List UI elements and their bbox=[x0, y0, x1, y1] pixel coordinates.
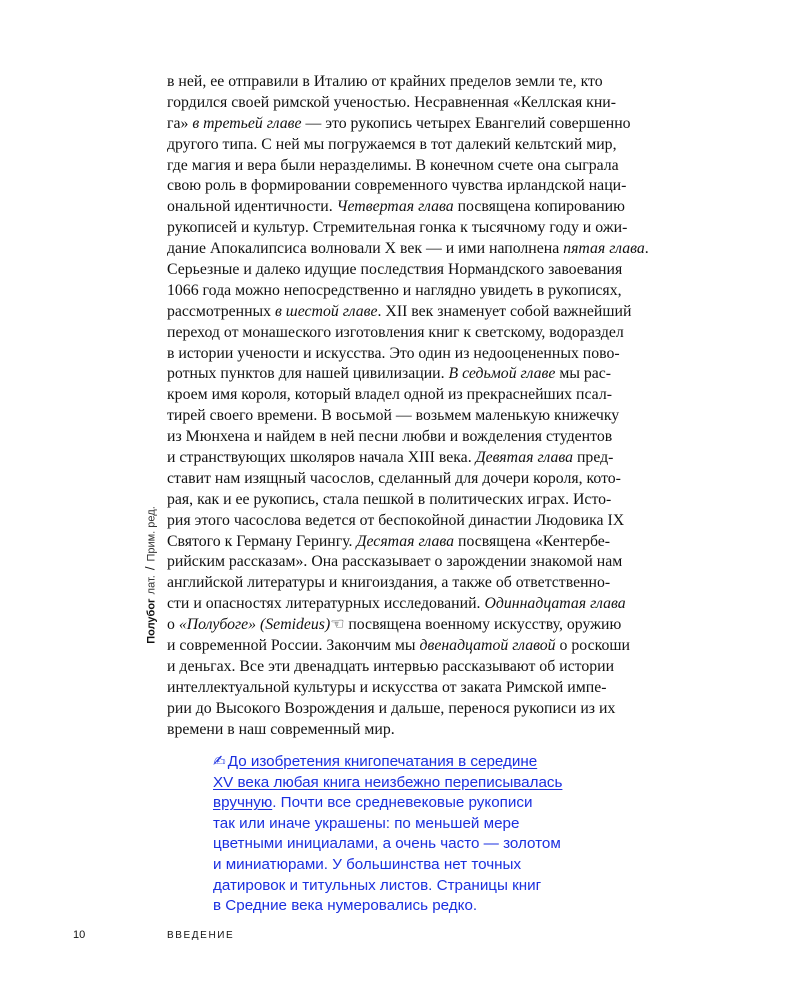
italic-text: двенадцатой главой bbox=[419, 637, 556, 655]
text-segment: ротных пунктов для нашей цивилизации. bbox=[167, 365, 449, 383]
margin-note-separator: / bbox=[142, 566, 158, 571]
text-line bbox=[167, 573, 712, 594]
text-line bbox=[167, 552, 712, 573]
text-segment: кроем имя короля, который владел одной из прекраснейших псал- bbox=[167, 386, 612, 404]
text-segment: ональной идентичности. bbox=[167, 198, 337, 216]
text-line bbox=[167, 364, 712, 385]
text-segment: и странствующих школяров начала XIII века. bbox=[167, 449, 476, 467]
text-line bbox=[167, 260, 712, 281]
text-line bbox=[167, 197, 712, 218]
text-segment: о bbox=[167, 616, 179, 634]
note-text: в Средние века нумеровались редко. bbox=[213, 897, 478, 915]
text-segment: рукописей и культур. Стремительная гонка к тысячному году и ожи- bbox=[167, 219, 628, 237]
note-line bbox=[213, 814, 683, 835]
note-line bbox=[213, 834, 683, 855]
text-segment: рии до Высокого Возрождения и дальше, перенося рукописи из их bbox=[167, 699, 616, 717]
text-segment: свою роль в формировании современного чувства ирландской наци- bbox=[167, 177, 627, 195]
body-text bbox=[167, 72, 712, 741]
text-line bbox=[167, 594, 712, 615]
text-line bbox=[167, 218, 712, 239]
text-line bbox=[167, 72, 712, 93]
text-segment: гордился своей римской ученостью. Несравненная «Келлская кни- bbox=[167, 93, 617, 111]
text-line bbox=[167, 156, 712, 177]
text-segment: и современной России. Закончим мы bbox=[167, 637, 420, 655]
italic-text: в третьей главе bbox=[192, 114, 302, 132]
text-segment: рая, как и ее рукопись, стала пешкой в политических играх. Исто- bbox=[167, 490, 612, 508]
italic-text: Четвертая глава bbox=[336, 198, 454, 216]
italic-text: В седьмой главе bbox=[448, 365, 556, 383]
text-segment: . bbox=[644, 240, 649, 258]
text-line bbox=[167, 532, 712, 553]
annotation-note bbox=[213, 752, 683, 917]
text-line bbox=[167, 678, 712, 699]
text-segment: в истории учености и искусства. Это один из недооцененных пово- bbox=[167, 344, 620, 362]
italic-text: «Полубоге» (Semideus) bbox=[178, 616, 331, 634]
text-segment: — это рукопись четырех Евангелий совершенно bbox=[301, 114, 631, 132]
text-segment: из Мюнхена и найдем в ней песни любви и вожделения студентов bbox=[167, 428, 613, 446]
note-line bbox=[213, 896, 683, 917]
note-text: . Почти все средневековые рукописи bbox=[272, 794, 533, 812]
text-line bbox=[167, 406, 712, 427]
note-line bbox=[213, 793, 683, 814]
text-segment: Серьезные и далеко идущие последствия Нормандского завоевания bbox=[167, 261, 623, 279]
text-segment: времени в наш современный мир. bbox=[167, 720, 395, 738]
page-number: 10 bbox=[73, 929, 86, 941]
text-line bbox=[167, 93, 712, 114]
note-text: датировок и титульных листов. Страницы книг bbox=[213, 876, 542, 894]
text-line bbox=[167, 636, 712, 657]
text-line bbox=[167, 239, 712, 260]
text-line bbox=[167, 281, 712, 302]
margin-note-editor: Прим. ред. bbox=[145, 506, 158, 562]
text-segment: переход от монашеского изготовления книг к светскому, водораздел bbox=[167, 323, 624, 341]
italic-text: Одиннадцатая глава bbox=[484, 595, 626, 613]
note-line bbox=[213, 855, 683, 876]
running-head: ВВЕДЕНИЕ bbox=[167, 930, 235, 941]
text-line bbox=[167, 657, 712, 678]
text-segment: посвящена копированию bbox=[453, 198, 625, 216]
margin-note bbox=[143, 506, 158, 644]
text-line bbox=[167, 469, 712, 490]
text-segment: . XII век знаменует собой важнейший bbox=[377, 302, 632, 320]
text-line bbox=[167, 176, 712, 197]
text-segment: ☜ посвящена военному искусству, оружию bbox=[330, 616, 622, 634]
italic-text: пятая глава bbox=[563, 240, 645, 258]
margin-note-term: Полубог bbox=[145, 598, 158, 644]
text-segment: сти и опасностях литературных исследований. bbox=[167, 595, 485, 613]
text-line bbox=[167, 114, 712, 135]
note-line bbox=[213, 752, 683, 773]
text-line bbox=[167, 720, 712, 741]
italic-text: Десятая глава bbox=[356, 532, 455, 550]
text-line bbox=[167, 490, 712, 511]
text-segment: Святого к Герману Герингу. bbox=[167, 532, 357, 550]
text-line bbox=[167, 427, 712, 448]
note-text: и миниатюрами. У большинства нет точных bbox=[213, 855, 522, 873]
text-segment: в ней, ее отправили в Италию от крайних пределов земли те, кто bbox=[167, 73, 603, 90]
text-line bbox=[167, 511, 712, 532]
note-line bbox=[213, 876, 683, 897]
text-line bbox=[167, 135, 712, 156]
text-line bbox=[167, 302, 712, 323]
text-segment: о роскоши bbox=[555, 637, 630, 655]
text-line bbox=[167, 385, 712, 406]
text-segment: мы рас- bbox=[555, 365, 612, 383]
text-segment: рия этого часослова ведется от беспокойной династии Людовика IX bbox=[167, 511, 625, 529]
text-line bbox=[167, 323, 712, 344]
italic-text: Девятая глава bbox=[475, 449, 574, 467]
text-line bbox=[167, 344, 712, 365]
text-segment: пред- bbox=[573, 449, 614, 467]
text-segment: ставит нам изящный часослов, сделанный для дочери короля, кото- bbox=[167, 469, 621, 487]
pen-icon: ✍ bbox=[213, 753, 226, 770]
margin-note-language: лат. bbox=[145, 575, 158, 595]
text-segment: 1066 года можно непосредственно и наглядно увидеть в рукописях, bbox=[167, 281, 622, 299]
text-line bbox=[167, 699, 712, 720]
text-line bbox=[167, 615, 712, 636]
text-segment: дание Апокалипсиса волновали X век — и ими наполнена bbox=[167, 240, 564, 258]
text-line bbox=[167, 448, 712, 469]
note-text: цветными инициалами, а очень часто — золотом bbox=[213, 835, 561, 853]
text-segment: другого типа. С ней мы погружаемся в тот далекий кельтский мир, bbox=[167, 135, 617, 153]
note-text: так или иначе украшены: по меньшей мере bbox=[213, 814, 520, 832]
underlined-text: XV века любая книга неизбежно переписывалась bbox=[213, 773, 563, 791]
text-segment: где магия и вера были неразделимы. В конечном счете она сыграла bbox=[167, 156, 619, 174]
underlined-text: До изобретения книгопечатания в середине bbox=[227, 753, 538, 770]
text-segment: посвящена «Кентербе- bbox=[454, 532, 611, 550]
text-segment: га» bbox=[167, 114, 193, 132]
text-segment: интеллектуальной культуры и искусства от заката Римской импе- bbox=[167, 678, 607, 696]
underlined-text: вручную bbox=[213, 794, 273, 812]
italic-text: в шестой главе bbox=[275, 302, 378, 320]
text-segment: и деньгах. Все эти двенадцать интервью рассказывают об истории bbox=[167, 657, 615, 675]
text-segment: английской литературы и книгоиздания, а также об ответственно- bbox=[167, 574, 611, 592]
text-segment: рийским рассказам». Она рассказывает о зарождении знакомой нам bbox=[167, 553, 623, 571]
text-segment: тирей своего времени. В восьмой — возьмем маленькую книжечку bbox=[167, 407, 620, 425]
note-line bbox=[213, 773, 683, 794]
text-segment: рассмотренных bbox=[167, 302, 275, 320]
